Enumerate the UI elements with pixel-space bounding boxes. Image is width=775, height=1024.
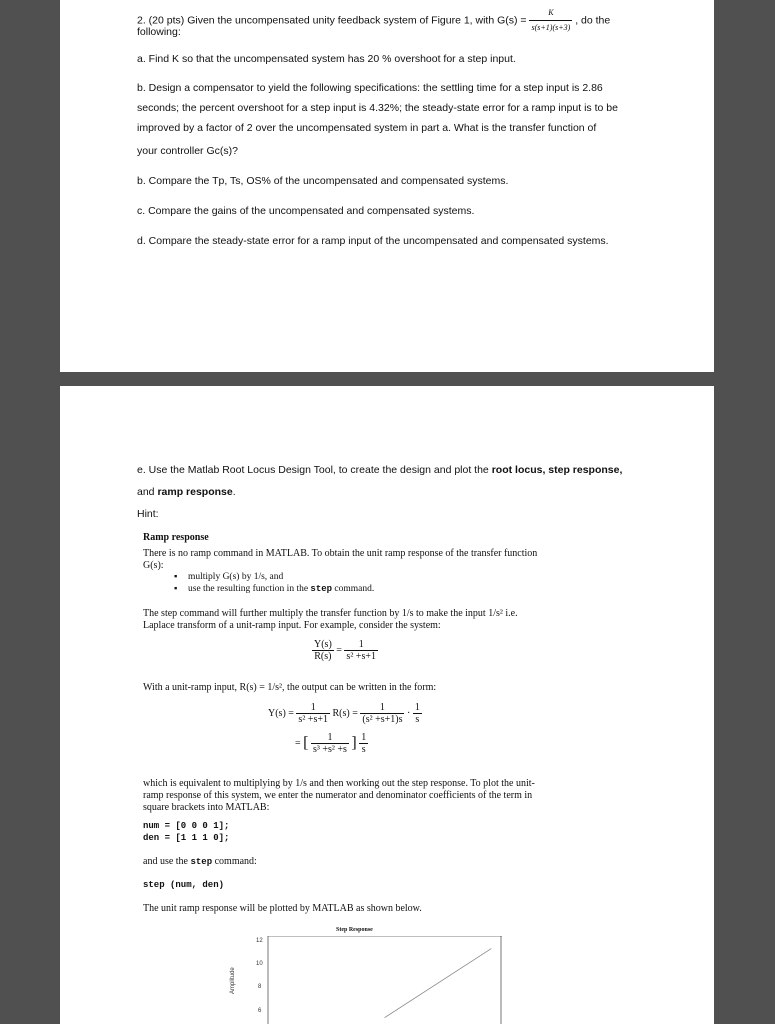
code-den: den = [1 1 1 0]; xyxy=(143,833,230,843)
plot-tick-12: 12 xyxy=(256,938,263,944)
eq1-lhs-denominator: R(s) xyxy=(314,651,332,662)
question-2-text: 2. (20 pts) Given the uncompensated unity feedback system of Figure 1, with G(s) = xyxy=(137,14,527,27)
bullet-2-command: step xyxy=(310,584,333,594)
para-5 xyxy=(143,856,257,867)
eq2-middle: R(s) = xyxy=(332,707,358,719)
eq3-fraction-1 xyxy=(311,732,349,755)
eq3-f1-numerator: 1 xyxy=(311,732,349,744)
eq1-rhs-denominator: s² +s+1 xyxy=(346,651,376,662)
plot-ylabel: Amplitude xyxy=(230,967,236,994)
part-d: d. Compare the steady-state error for a ramp input of the uncompensated and compensated systems. xyxy=(137,235,609,247)
ramp-para-1-line-2: G(s): xyxy=(143,560,164,571)
eq2-f1-denominator: s² +s+1 xyxy=(298,714,328,725)
part-e-bold-text: root locus, step response, xyxy=(491,464,623,476)
eq1-lhs-numerator: Y(s) xyxy=(314,639,332,650)
document-page-2 xyxy=(60,386,714,1024)
part-e-line-2 xyxy=(137,485,236,499)
question-2-text-end: , do the xyxy=(575,14,611,27)
eq1-rhs-numerator: 1 xyxy=(344,639,378,651)
eq2-f1-numerator: 1 xyxy=(296,702,330,714)
part-b-compare: b. Compare the Tp, Ts, OS% of the uncompensated and compensated systems. xyxy=(137,175,509,187)
para-2-line-2: Laplace transform of a unit-ramp input. For example, consider the system: xyxy=(143,620,441,631)
hint-label: Hint: xyxy=(137,508,159,520)
ramp-response-line xyxy=(385,949,492,1018)
bullet-1: ▪ multiply G(s) by 1/s, and xyxy=(188,572,283,582)
eq1-rhs-fraction xyxy=(344,639,378,662)
para-5-command: step xyxy=(190,857,213,867)
plot-tick-8: 8 xyxy=(258,984,262,990)
para-4-line-1: which is equivalent to multiplying by 1/s and then working out the step response. To plot the unit- xyxy=(143,778,535,789)
document-page-1 xyxy=(60,0,714,372)
part-b-line-2: seconds; the percent overshoot for a step input is 4.32%; the steady-state error for a ramp input is to be xyxy=(137,102,618,114)
gs-denominator: s(s+1)(s+3) xyxy=(531,23,571,32)
part-e-text-2-end: . xyxy=(232,486,236,498)
plot-tick-6: 6 xyxy=(258,1008,262,1014)
part-b-line-4: your controller Gc(s)? xyxy=(137,145,238,157)
para-5-text-end: command: xyxy=(212,856,257,867)
part-e-bold-text-2: ramp response xyxy=(157,486,233,498)
eq2-fraction-1 xyxy=(296,702,330,725)
eq1-lhs-fraction xyxy=(312,639,334,662)
question-2-intro xyxy=(137,6,610,35)
part-e-text-2: and xyxy=(137,486,158,498)
code-step: step (num, den) xyxy=(143,880,225,890)
gs-numerator: K xyxy=(529,6,572,21)
eq3-f2-denominator: s xyxy=(361,744,366,755)
part-a: a. Find K so that the uncompensated system has 20 % overshoot for a step input. xyxy=(137,53,516,65)
para-6: The unit ramp response will be plotted by MATLAB as shown below. xyxy=(143,903,422,914)
bullet-2-text-end: command. xyxy=(332,584,375,594)
eq2-lhs: Y(s) = xyxy=(268,707,294,719)
eq2-f2-denominator: (s² +s+1)s xyxy=(362,714,403,725)
code-num: num = [0 0 0 1]; xyxy=(143,821,230,831)
part-c: c. Compare the gains of the uncompensated and compensated systems. xyxy=(137,205,475,217)
plot-title: Step Response xyxy=(336,927,373,933)
para-4-line-2: ramp response of this system, we enter the numerator and denominator coefficients of the term in xyxy=(143,790,533,801)
eq2-f3-numerator: 1 xyxy=(414,702,420,713)
eq2-f2-numerator: 1 xyxy=(360,702,404,714)
gs-fraction xyxy=(529,6,572,35)
para-4-line-3: square brackets into MATLAB: xyxy=(143,802,270,813)
eq3-f2-numerator: 1 xyxy=(361,732,367,743)
para-5-text: and use the xyxy=(143,856,191,867)
eq3-fraction-2 xyxy=(359,732,368,755)
step-response-plot xyxy=(267,936,502,1024)
para-3: With a unit-ramp input, R(s) = 1/s², the output can be written in the form: xyxy=(143,682,437,693)
ramp-response-title: Ramp response xyxy=(143,532,209,543)
part-b-line-3: improved by a factor of 2 over the uncompensated system in part a. What is the transfer function of xyxy=(137,122,597,134)
plot-tick-10: 10 xyxy=(256,961,263,967)
eq2-fraction-3 xyxy=(413,702,422,725)
bullet-2-text: use the resulting function in the xyxy=(188,584,311,594)
bullet-2 xyxy=(188,584,374,594)
ramp-para-1-line-1: There is no ramp command in MATLAB. To obtain the unit ramp response of the transfer function xyxy=(143,548,538,559)
eq3-f1-denominator: s³ +s² +s xyxy=(312,744,347,755)
equation-2: Y(s) = $\frac{1}{\text{s² +s+1}}$ R(s) = $\frac{1}{\text{(s² +s+1)s}}$ · $\frac{1}{s}$ xyxy=(268,702,420,725)
equation-1: $\frac{Y(s)}{R(s)}$ = $\frac{1}{\text{s² +s+1}}$ xyxy=(314,639,376,662)
eq2-f3-denominator: s xyxy=(415,714,420,725)
part-b-line-1: b. Design a compensator to yield the following specifications: the settling time for a step input is 2.86 xyxy=(137,82,603,94)
eq2-fraction-2 xyxy=(360,702,404,725)
equation-3: = [ $\frac{1}{\text{s³ +s² +s}}$ ] $\frac{1}{s}$ xyxy=(295,732,367,755)
part-e-line-1 xyxy=(137,463,622,477)
following-label: following: xyxy=(137,26,181,38)
part-e-text: e. Use the Matlab Root Locus Design Tool, to create the design and plot the xyxy=(137,464,492,476)
para-2-line-1: The step command will further multiply the transfer function by 1/s to make the input 1/s² i.e. xyxy=(143,608,518,619)
